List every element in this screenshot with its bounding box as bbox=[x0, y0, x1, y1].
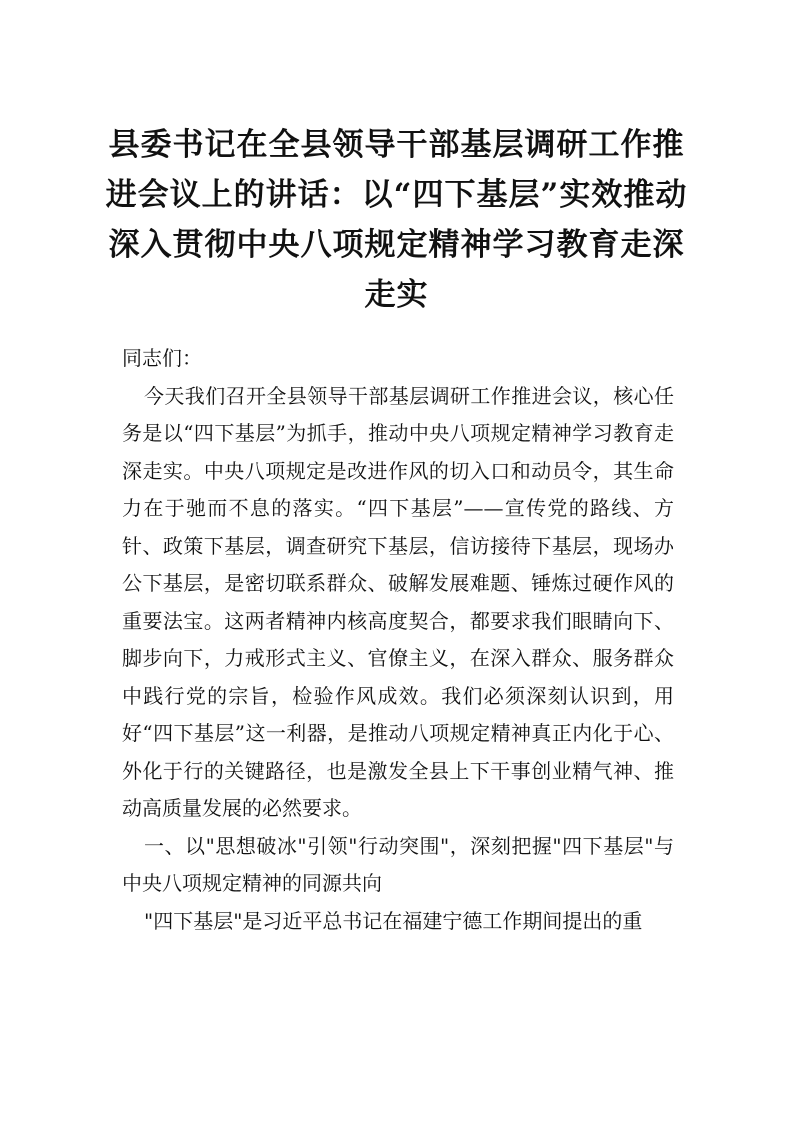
document-title: 县委书记在全县领导干部基层调研工作推进会议上的讲话：以“四下基层”实效推动深入贯彻中央八项规定精神学习教育走深走实 bbox=[105, 127, 688, 313]
document-body bbox=[122, 340, 674, 940]
section-heading-1: 一、以"思想破冰"引领"行动突围"，深刻把握"四下基层"与中央八项规定精神的同源共向 bbox=[122, 833, 674, 895]
paragraph-section-1: "四下基层"是习近平总书记在福建宁德工作期间提出的重 bbox=[144, 908, 643, 933]
paragraph-intro: 今天我们召开全县领导干部基层调研工作推进会议，核心任务是以“四下基层”为抓手，推动中央八项规定精神学习教育走深走实。中央八项规定是改进作风的切入口和动员令，其生命力在于驰而不息的落实。“四下基层”——宣传党的路线、方针、政策下基层，调查研究下基层，信访接待下基层，现场办公下基层，是密切联系群众、破解发展难题、锤炼过硬作风的重要法宝。这两者精神内核高度契合，都要求我们眼睛向下、脚步向下，力戒形式主义、官僚主义，在深入群众、服务群众中践行党的宗旨，检验作风成效。我们必须深刻认识到，用好“四下基层”这一利器，是推动八项规定精神真正内化于心、外化于行的关键路径，也是激发全县上下干事创业精气神、推动高质量发展的必然要求。 bbox=[122, 383, 674, 820]
salutation: 同志们： bbox=[122, 346, 202, 370]
